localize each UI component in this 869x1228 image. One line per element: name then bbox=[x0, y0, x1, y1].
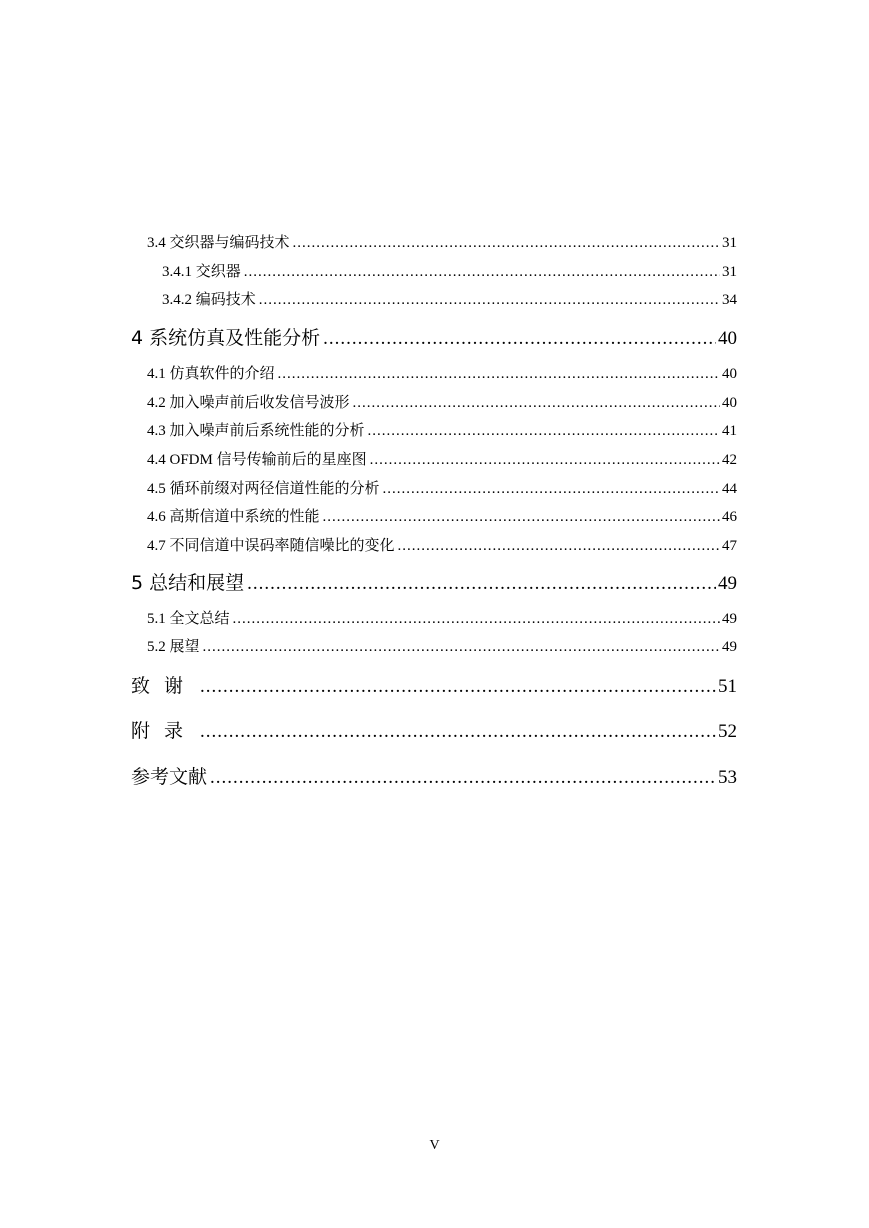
toc-entry-title: 5.2 展望 bbox=[147, 639, 200, 655]
toc-entry-title: 5.1 全文总结 bbox=[147, 611, 230, 627]
toc-entry-page: 49 bbox=[722, 639, 737, 655]
toc-entry-title: 4.4 OFDM 信号传输前后的星座图 bbox=[147, 452, 367, 468]
leader-dots bbox=[259, 292, 720, 309]
toc-entry-page: 42 bbox=[722, 452, 737, 468]
toc-entry[interactable] bbox=[131, 568, 737, 595]
toc-entry-title: 4.3 加入噪声前后系统性能的分析 bbox=[147, 423, 365, 439]
toc-entry-page: 52 bbox=[718, 721, 737, 742]
toc-entry[interactable] bbox=[131, 671, 737, 698]
toc-entry[interactable] bbox=[131, 762, 737, 789]
leader-dots bbox=[244, 264, 720, 281]
leader-dots bbox=[233, 611, 720, 628]
leader-dots bbox=[200, 721, 716, 743]
leader-dots bbox=[383, 481, 720, 498]
leader-dots bbox=[210, 767, 716, 789]
toc-entry[interactable] bbox=[147, 231, 737, 252]
toc-entry-page: 47 bbox=[722, 538, 737, 554]
toc-entry[interactable] bbox=[147, 505, 737, 526]
leader-dots bbox=[323, 509, 720, 526]
leader-dots bbox=[368, 423, 720, 440]
toc-entry[interactable] bbox=[147, 362, 737, 383]
page-number-footer: V bbox=[429, 1138, 440, 1153]
toc-entry-page: 46 bbox=[722, 509, 737, 525]
toc-entry[interactable] bbox=[147, 477, 737, 498]
toc-entry-page: 40 bbox=[722, 395, 737, 411]
leader-dots bbox=[323, 328, 716, 350]
toc-entry[interactable] bbox=[147, 391, 737, 412]
toc-entry-page: 41 bbox=[722, 423, 737, 439]
toc-entry-title: 3.4 交织器与编码技术 bbox=[147, 235, 290, 251]
toc-entry-title: 参考文献 bbox=[131, 766, 208, 788]
toc-entry[interactable] bbox=[147, 635, 737, 656]
toc-entry-title: 4.6 高斯信道中系统的性能 bbox=[147, 509, 320, 525]
toc-entry-title: 3.4.2 编码技术 bbox=[162, 292, 256, 308]
leader-dots bbox=[293, 235, 720, 252]
toc-entry-page: 51 bbox=[718, 676, 737, 697]
toc-entry[interactable] bbox=[162, 288, 737, 309]
toc-entry-page: 44 bbox=[722, 481, 737, 497]
toc-entry-title: 5 总结和展望 bbox=[131, 572, 245, 594]
toc-entry[interactable] bbox=[147, 607, 737, 628]
toc-entry-title: 4.1 仿真软件的介绍 bbox=[147, 366, 275, 382]
toc-entry-title: 附录 bbox=[131, 720, 198, 742]
leader-dots bbox=[278, 366, 720, 383]
toc-entry[interactable] bbox=[147, 419, 737, 440]
toc-entry-page: 31 bbox=[722, 235, 737, 251]
toc-entry-title: 致谢 bbox=[131, 675, 198, 697]
toc-entry[interactable] bbox=[162, 260, 737, 281]
toc-entry-page: 53 bbox=[718, 767, 737, 788]
leader-dots bbox=[398, 538, 720, 555]
toc-entry-title: 4.7 不同信道中误码率随信噪比的变化 bbox=[147, 538, 395, 554]
toc-entry-page: 40 bbox=[718, 328, 737, 349]
toc-entry-page: 49 bbox=[722, 611, 737, 627]
toc-entry-page: 34 bbox=[722, 292, 737, 308]
toc-entry[interactable] bbox=[147, 448, 737, 469]
toc-entry-page: 31 bbox=[722, 264, 737, 280]
toc-entry-title: 4.5 循环前缀对两径信道性能的分析 bbox=[147, 481, 380, 497]
toc-entry[interactable] bbox=[147, 534, 737, 555]
leader-dots bbox=[370, 452, 720, 469]
leader-dots bbox=[200, 676, 716, 698]
toc-entry[interactable] bbox=[131, 323, 737, 350]
toc-entry-title: 4 系统仿真及性能分析 bbox=[131, 327, 321, 349]
leader-dots bbox=[247, 573, 716, 595]
toc-entry[interactable] bbox=[131, 716, 737, 743]
leader-dots bbox=[203, 639, 720, 656]
toc-entry-page: 49 bbox=[718, 573, 737, 594]
toc-entry-title: 4.2 加入噪声前后收发信号波形 bbox=[147, 395, 350, 411]
leader-dots bbox=[353, 395, 720, 412]
toc-entry-title: 3.4.1 交织器 bbox=[162, 264, 241, 280]
toc-entry-page: 40 bbox=[722, 366, 737, 382]
